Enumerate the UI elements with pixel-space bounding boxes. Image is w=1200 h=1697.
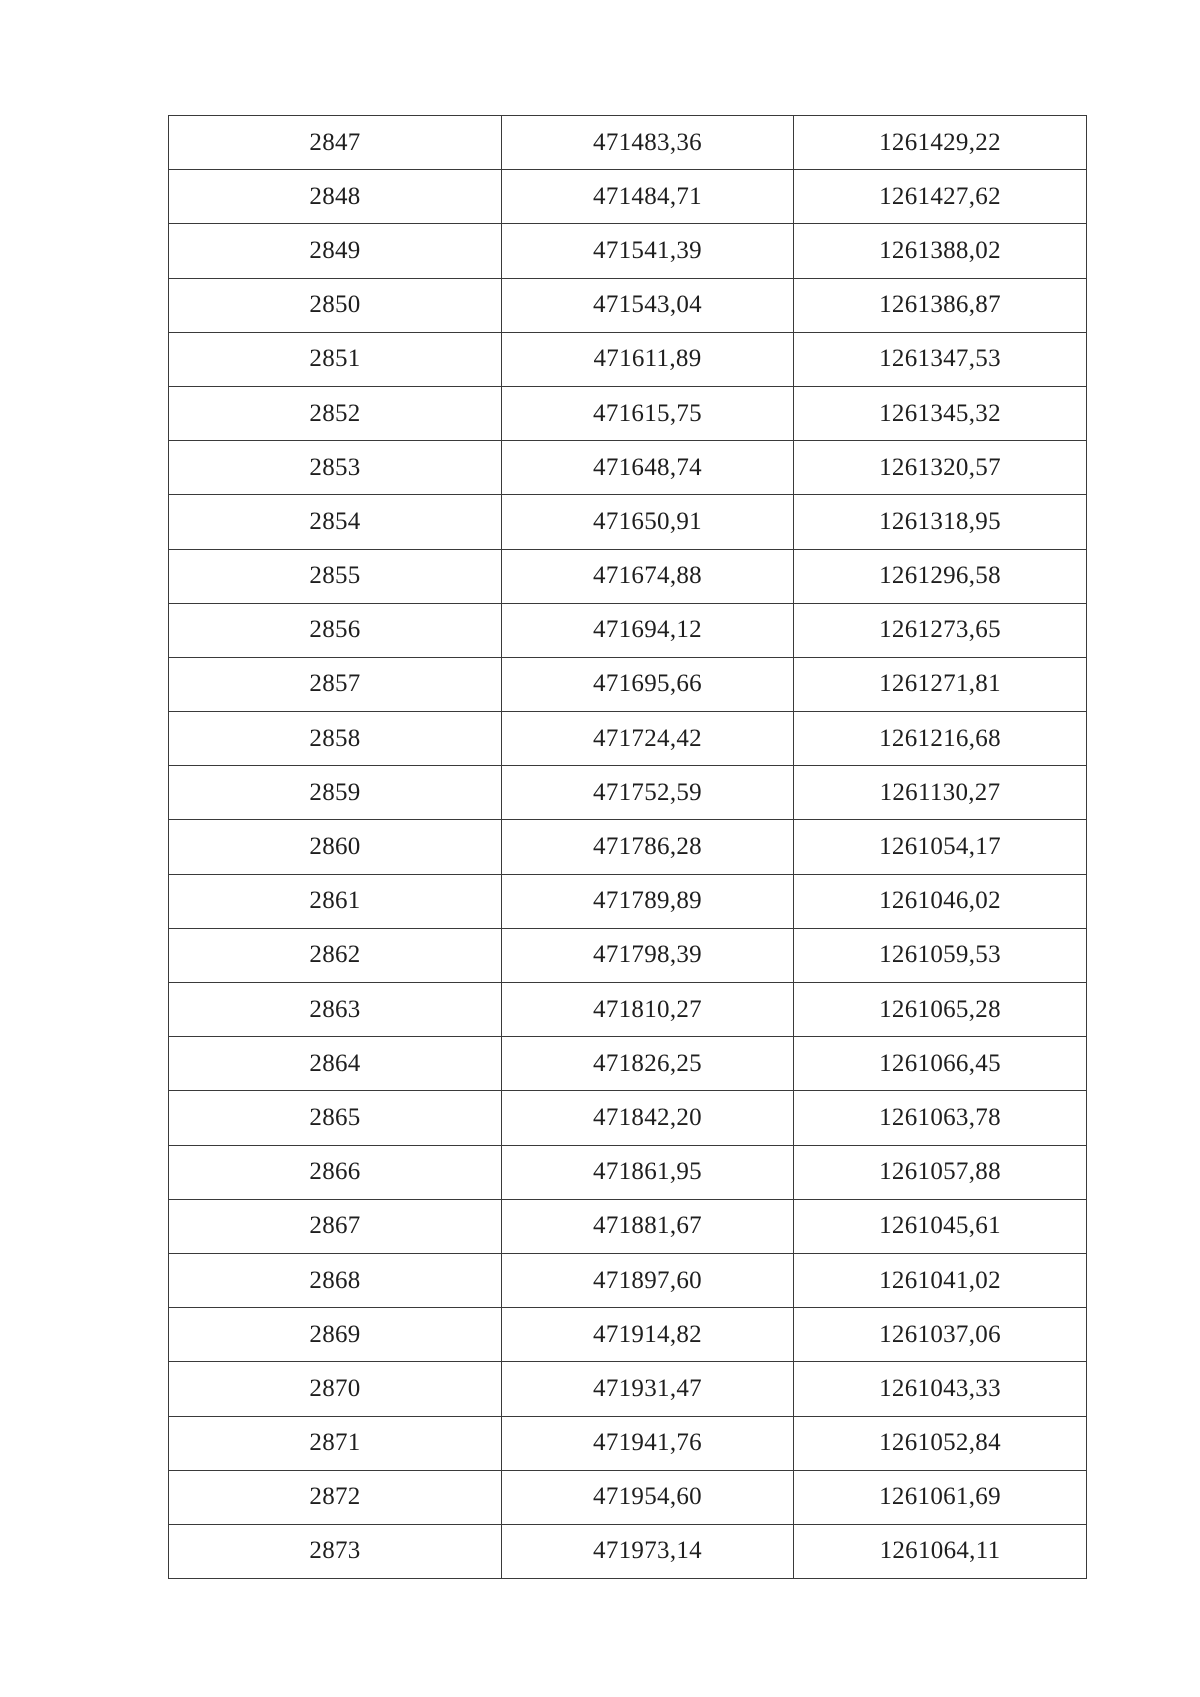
table-row: [169, 712, 1087, 766]
x-coordinate-cell: 471798,39: [502, 928, 794, 982]
y-coordinate-cell: 1261318,95: [794, 495, 1087, 549]
table-row: [169, 1253, 1087, 1307]
x-coordinate-cell: 471861,95: [502, 1145, 794, 1199]
x-coordinate-cell: 471615,75: [502, 386, 794, 440]
point-number-cell: 2865: [169, 1091, 502, 1145]
table-row: [169, 332, 1087, 386]
table-row: [169, 1470, 1087, 1524]
x-coordinate-cell: 471954,60: [502, 1470, 794, 1524]
y-coordinate-cell: 1261130,27: [794, 766, 1087, 820]
point-number-cell: 2859: [169, 766, 502, 820]
x-coordinate-cell: 471650,91: [502, 495, 794, 549]
x-coordinate-cell: 471842,20: [502, 1091, 794, 1145]
point-number-cell: 2873: [169, 1524, 502, 1578]
table-row: [169, 1145, 1087, 1199]
y-coordinate-cell: 1261043,33: [794, 1362, 1087, 1416]
point-number-cell: 2858: [169, 712, 502, 766]
x-coordinate-cell: 471826,25: [502, 1037, 794, 1091]
table-row: [169, 495, 1087, 549]
x-coordinate-cell: 471674,88: [502, 549, 794, 603]
point-number-cell: 2860: [169, 820, 502, 874]
y-coordinate-cell: 1261045,61: [794, 1199, 1087, 1253]
table-row: [169, 170, 1087, 224]
y-coordinate-cell: 1261345,32: [794, 386, 1087, 440]
y-coordinate-cell: 1261273,65: [794, 603, 1087, 657]
y-coordinate-cell: 1261041,02: [794, 1253, 1087, 1307]
table-row: [169, 278, 1087, 332]
y-coordinate-cell: 1261064,11: [794, 1524, 1087, 1578]
x-coordinate-cell: 471897,60: [502, 1253, 794, 1307]
point-number-cell: 2870: [169, 1362, 502, 1416]
x-coordinate-cell: 471973,14: [502, 1524, 794, 1578]
y-coordinate-cell: 1261429,22: [794, 116, 1087, 170]
x-coordinate-cell: 471931,47: [502, 1362, 794, 1416]
x-coordinate-cell: 471724,42: [502, 712, 794, 766]
point-number-cell: 2857: [169, 657, 502, 711]
table-row: [169, 116, 1087, 170]
point-number-cell: 2866: [169, 1145, 502, 1199]
point-number-cell: 2871: [169, 1416, 502, 1470]
table-row: [169, 1416, 1087, 1470]
table-row: [169, 549, 1087, 603]
point-number-cell: 2855: [169, 549, 502, 603]
x-coordinate-cell: 471484,71: [502, 170, 794, 224]
x-coordinate-cell: 471810,27: [502, 983, 794, 1037]
y-coordinate-cell: 1261066,45: [794, 1037, 1087, 1091]
table-row: [169, 928, 1087, 982]
table-row: [169, 657, 1087, 711]
x-coordinate-cell: 471786,28: [502, 820, 794, 874]
point-number-cell: 2848: [169, 170, 502, 224]
point-number-cell: 2847: [169, 116, 502, 170]
y-coordinate-cell: 1261037,06: [794, 1308, 1087, 1362]
y-coordinate-cell: 1261296,58: [794, 549, 1087, 603]
y-coordinate-cell: 1261059,53: [794, 928, 1087, 982]
y-coordinate-cell: 1261347,53: [794, 332, 1087, 386]
x-coordinate-cell: 471541,39: [502, 224, 794, 278]
y-coordinate-cell: 1261065,28: [794, 983, 1087, 1037]
point-number-cell: 2856: [169, 603, 502, 657]
table-row: [169, 983, 1087, 1037]
table-row: [169, 820, 1087, 874]
x-coordinate-cell: 471611,89: [502, 332, 794, 386]
table-row: [169, 874, 1087, 928]
y-coordinate-cell: 1261057,88: [794, 1145, 1087, 1199]
y-coordinate-cell: 1261052,84: [794, 1416, 1087, 1470]
x-coordinate-cell: 471648,74: [502, 441, 794, 495]
y-coordinate-cell: 1261388,02: [794, 224, 1087, 278]
table-row: [169, 386, 1087, 440]
table-row: [169, 441, 1087, 495]
table-row: [169, 1091, 1087, 1145]
x-coordinate-cell: 471941,76: [502, 1416, 794, 1470]
x-coordinate-cell: 471914,82: [502, 1308, 794, 1362]
x-coordinate-cell: 471695,66: [502, 657, 794, 711]
x-coordinate-cell: 471483,36: [502, 116, 794, 170]
x-coordinate-cell: 471881,67: [502, 1199, 794, 1253]
y-coordinate-cell: 1261061,69: [794, 1470, 1087, 1524]
point-number-cell: 2853: [169, 441, 502, 495]
point-number-cell: 2864: [169, 1037, 502, 1091]
x-coordinate-cell: 471694,12: [502, 603, 794, 657]
table-row: [169, 224, 1087, 278]
table-row: [169, 1308, 1087, 1362]
point-number-cell: 2872: [169, 1470, 502, 1524]
table-row: [169, 766, 1087, 820]
y-coordinate-cell: 1261427,62: [794, 170, 1087, 224]
y-coordinate-cell: 1261216,68: [794, 712, 1087, 766]
y-coordinate-cell: 1261271,81: [794, 657, 1087, 711]
coordinates-table: [168, 115, 1087, 1579]
y-coordinate-cell: 1261063,78: [794, 1091, 1087, 1145]
point-number-cell: 2868: [169, 1253, 502, 1307]
point-number-cell: 2869: [169, 1308, 502, 1362]
point-number-cell: 2861: [169, 874, 502, 928]
table-row: [169, 1362, 1087, 1416]
point-number-cell: 2863: [169, 983, 502, 1037]
x-coordinate-cell: 471789,89: [502, 874, 794, 928]
table-row: [169, 1037, 1087, 1091]
x-coordinate-cell: 471752,59: [502, 766, 794, 820]
table-row: [169, 603, 1087, 657]
point-number-cell: 2849: [169, 224, 502, 278]
table-row: [169, 1199, 1087, 1253]
coordinates-table-body: [169, 116, 1087, 1579]
point-number-cell: 2852: [169, 386, 502, 440]
point-number-cell: 2862: [169, 928, 502, 982]
point-number-cell: 2851: [169, 332, 502, 386]
x-coordinate-cell: 471543,04: [502, 278, 794, 332]
point-number-cell: 2850: [169, 278, 502, 332]
table-row: [169, 1524, 1087, 1578]
y-coordinate-cell: 1261046,02: [794, 874, 1087, 928]
point-number-cell: 2854: [169, 495, 502, 549]
point-number-cell: 2867: [169, 1199, 502, 1253]
y-coordinate-cell: 1261054,17: [794, 820, 1087, 874]
y-coordinate-cell: 1261386,87: [794, 278, 1087, 332]
y-coordinate-cell: 1261320,57: [794, 441, 1087, 495]
